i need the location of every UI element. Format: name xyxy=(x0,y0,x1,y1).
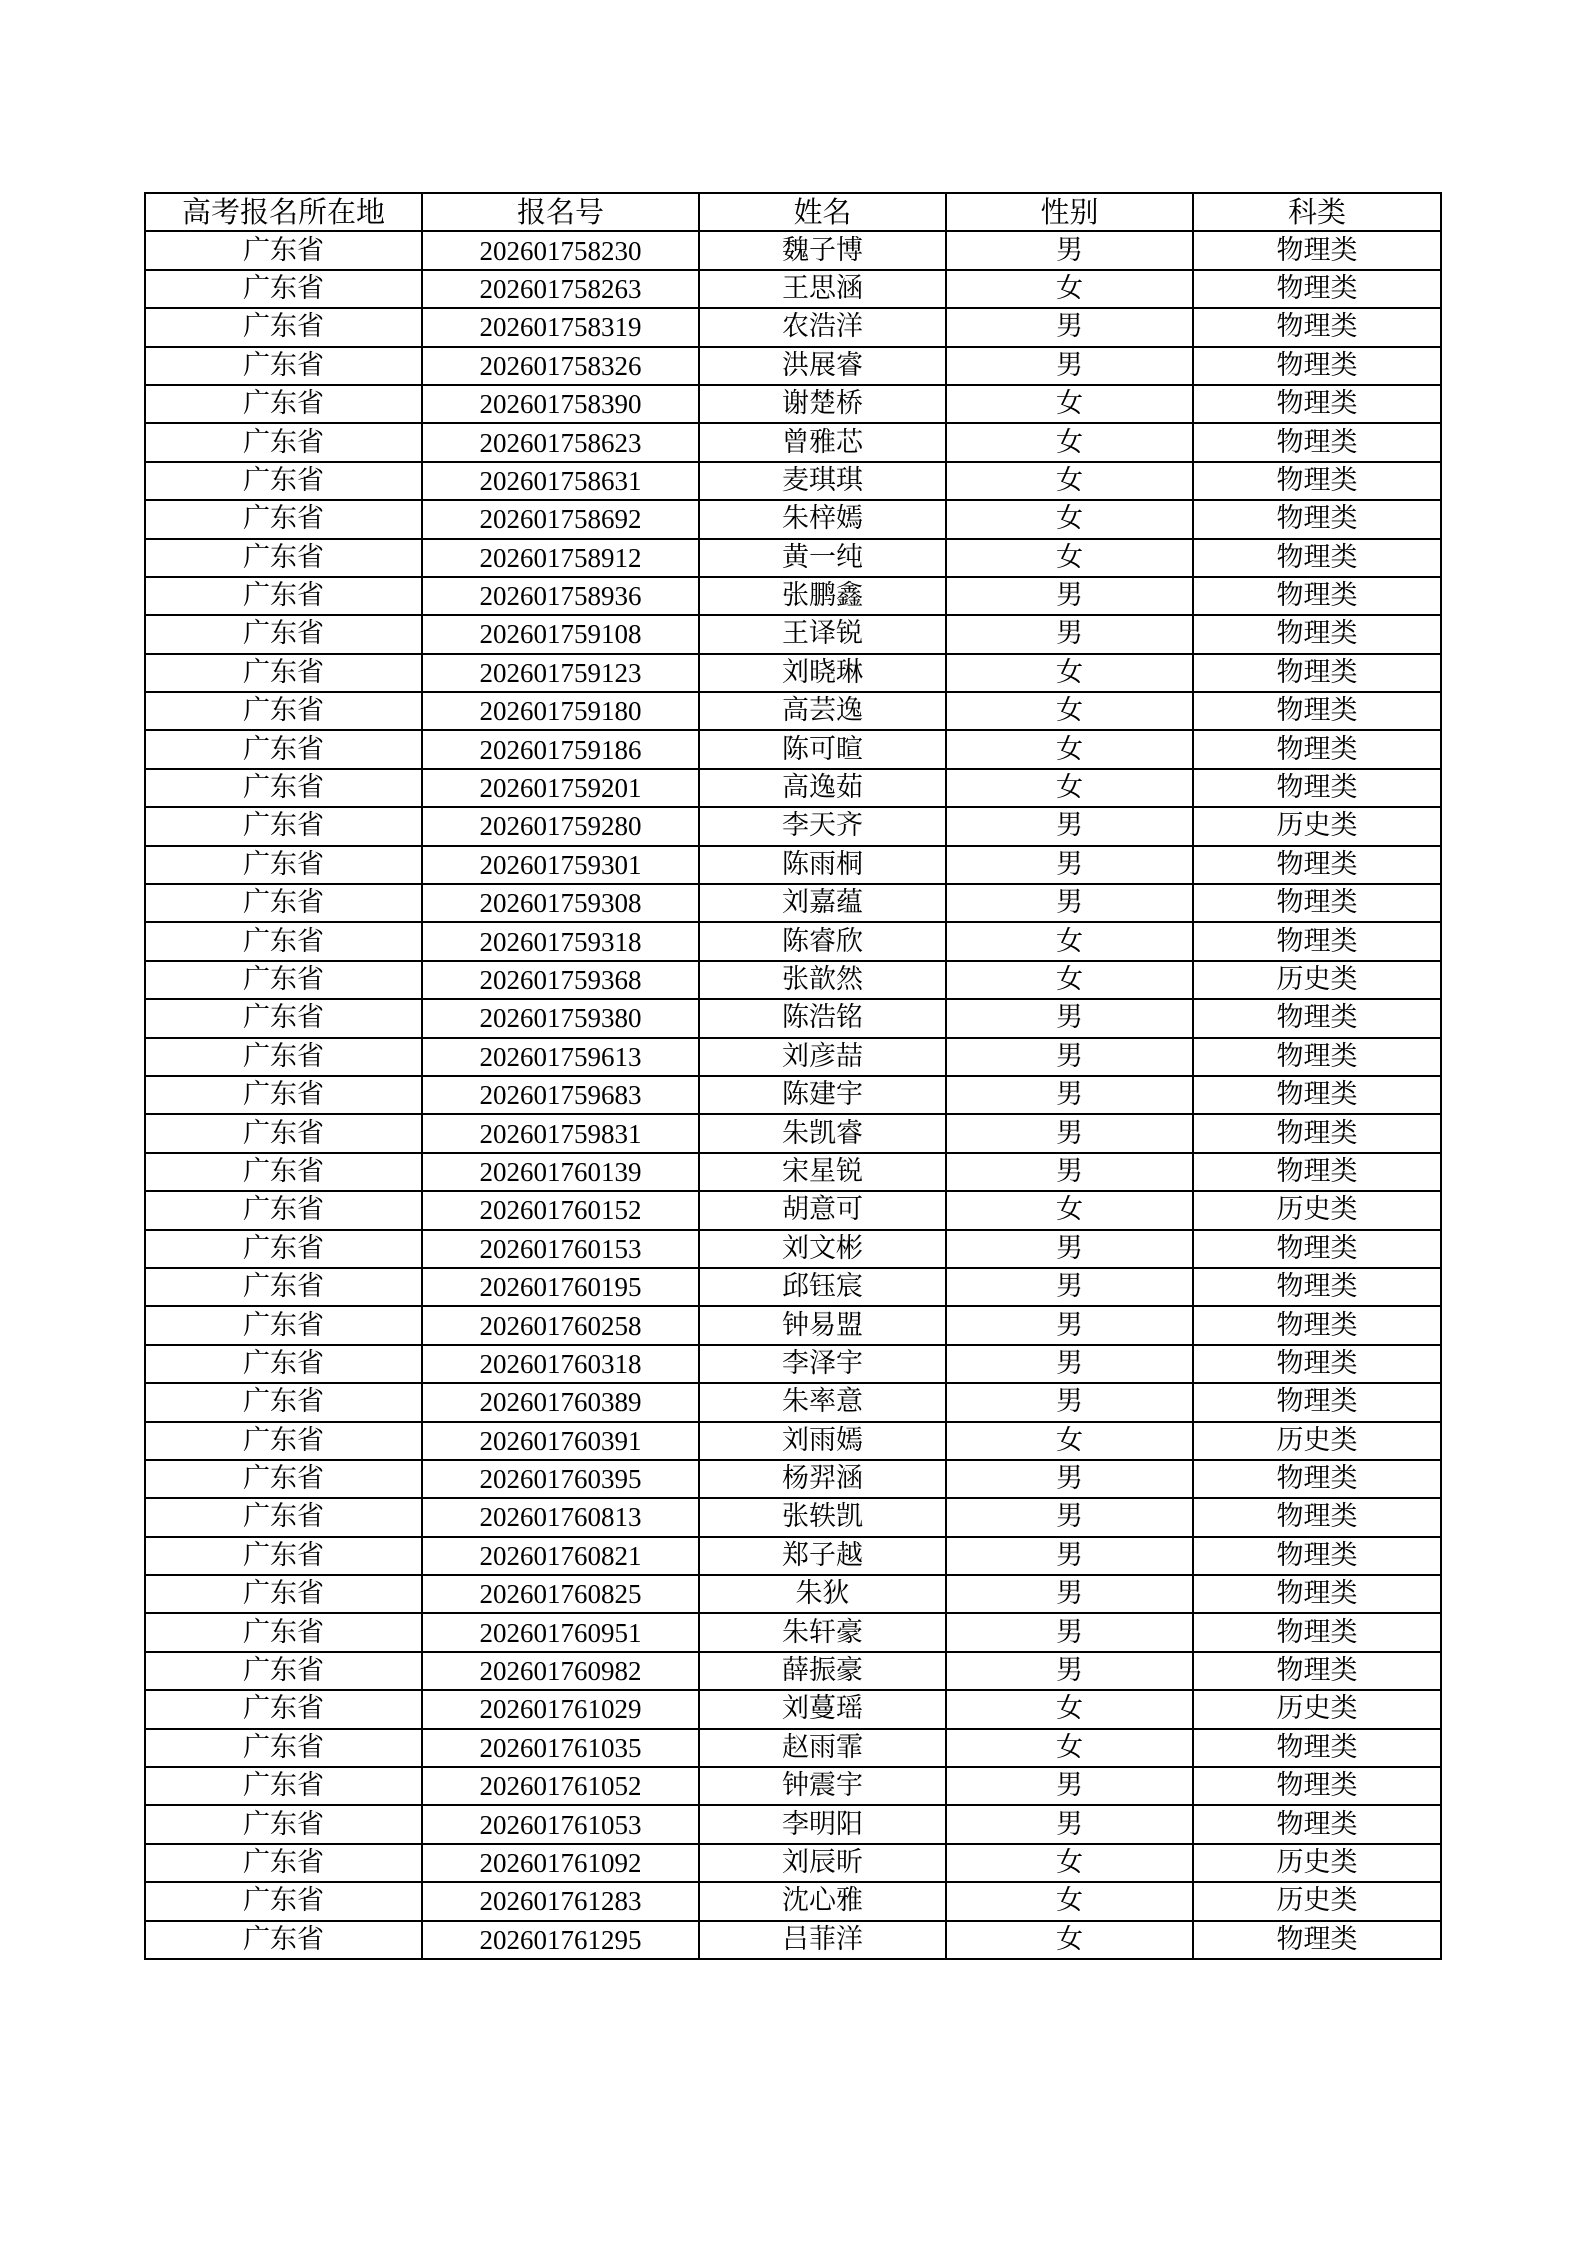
cell-subject-category: 历史类 xyxy=(1193,1191,1441,1229)
cell-location: 广东省 xyxy=(145,1383,422,1421)
cell-subject-category: 历史类 xyxy=(1193,807,1441,845)
table-row xyxy=(145,385,1441,423)
cell-location: 广东省 xyxy=(145,922,422,960)
cell-location: 广东省 xyxy=(145,1230,422,1268)
cell-registration-number: 202601761029 xyxy=(422,1690,699,1728)
cell-name: 朱率意 xyxy=(699,1383,946,1421)
table-row xyxy=(145,1882,1441,1920)
cell-name: 李泽宇 xyxy=(699,1345,946,1383)
cell-gender: 男 xyxy=(946,231,1193,269)
cell-gender: 女 xyxy=(946,385,1193,423)
cell-name: 陈浩铭 xyxy=(699,999,946,1037)
cell-subject-category: 物理类 xyxy=(1193,1460,1441,1498)
table-row xyxy=(145,1613,1441,1651)
cell-name: 洪展睿 xyxy=(699,347,946,385)
cell-registration-number: 202601759613 xyxy=(422,1038,699,1076)
cell-subject-category: 物理类 xyxy=(1193,1038,1441,1076)
cell-registration-number: 202601759683 xyxy=(422,1076,699,1114)
cell-name: 李天齐 xyxy=(699,807,946,845)
cell-subject-category: 物理类 xyxy=(1193,1230,1441,1268)
table-row xyxy=(145,884,1441,922)
cell-location: 广东省 xyxy=(145,308,422,346)
cell-registration-number: 202601759201 xyxy=(422,769,699,807)
cell-subject-category: 历史类 xyxy=(1193,961,1441,999)
cell-name: 王思涵 xyxy=(699,270,946,308)
cell-name: 高逸茹 xyxy=(699,769,946,807)
cell-location: 广东省 xyxy=(145,1306,422,1344)
cell-location: 广东省 xyxy=(145,1882,422,1920)
cell-registration-number: 202601759186 xyxy=(422,730,699,768)
cell-name: 朱轩豪 xyxy=(699,1613,946,1651)
cell-location: 广东省 xyxy=(145,846,422,884)
table-row xyxy=(145,807,1441,845)
cell-gender: 女 xyxy=(946,539,1193,577)
cell-registration-number: 202601761295 xyxy=(422,1921,699,1959)
cell-location: 广东省 xyxy=(145,769,422,807)
cell-location: 广东省 xyxy=(145,615,422,653)
cell-location: 广东省 xyxy=(145,1422,422,1460)
cell-gender: 女 xyxy=(946,1191,1193,1229)
cell-registration-number: 202601758936 xyxy=(422,577,699,615)
header-gender: 性别 xyxy=(946,193,1193,231)
cell-registration-number: 202601758692 xyxy=(422,500,699,538)
cell-name: 陈雨桐 xyxy=(699,846,946,884)
table-row xyxy=(145,1921,1441,1959)
table-row xyxy=(145,347,1441,385)
table-row xyxy=(145,1383,1441,1421)
cell-gender: 女 xyxy=(946,270,1193,308)
cell-gender: 男 xyxy=(946,1767,1193,1805)
cell-location: 广东省 xyxy=(145,1921,422,1959)
table-row xyxy=(145,1652,1441,1690)
cell-name: 邱钰宸 xyxy=(699,1268,946,1306)
table-row xyxy=(145,1767,1441,1805)
cell-subject-category: 物理类 xyxy=(1193,692,1441,730)
cell-registration-number: 202601760153 xyxy=(422,1230,699,1268)
cell-gender: 男 xyxy=(946,1805,1193,1843)
cell-registration-number: 202601761035 xyxy=(422,1729,699,1767)
cell-gender: 男 xyxy=(946,1230,1193,1268)
cell-subject-category: 物理类 xyxy=(1193,231,1441,269)
cell-gender: 男 xyxy=(946,1383,1193,1421)
cell-subject-category: 物理类 xyxy=(1193,1921,1441,1959)
cell-location: 广东省 xyxy=(145,1575,422,1613)
cell-subject-category: 历史类 xyxy=(1193,1882,1441,1920)
cell-location: 广东省 xyxy=(145,1498,422,1536)
cell-registration-number: 202601760982 xyxy=(422,1652,699,1690)
cell-registration-number: 202601759108 xyxy=(422,615,699,653)
cell-registration-number: 202601761053 xyxy=(422,1805,699,1843)
cell-subject-category: 物理类 xyxy=(1193,347,1441,385)
header-location: 高考报名所在地 xyxy=(145,193,422,231)
table-row xyxy=(145,1076,1441,1114)
table-row xyxy=(145,500,1441,538)
header-subject-category: 科类 xyxy=(1193,193,1441,231)
cell-subject-category: 物理类 xyxy=(1193,1805,1441,1843)
cell-registration-number: 202601760389 xyxy=(422,1383,699,1421)
table-row xyxy=(145,1537,1441,1575)
cell-subject-category: 物理类 xyxy=(1193,577,1441,615)
cell-subject-category: 历史类 xyxy=(1193,1690,1441,1728)
cell-registration-number: 202601758326 xyxy=(422,347,699,385)
cell-name: 谢楚桥 xyxy=(699,385,946,423)
cell-registration-number: 202601759301 xyxy=(422,846,699,884)
cell-gender: 男 xyxy=(946,577,1193,615)
table-row xyxy=(145,231,1441,269)
table-row xyxy=(145,1114,1441,1152)
cell-gender: 男 xyxy=(946,807,1193,845)
cell-gender: 男 xyxy=(946,1153,1193,1191)
cell-subject-category: 物理类 xyxy=(1193,1575,1441,1613)
cell-gender: 男 xyxy=(946,1537,1193,1575)
cell-gender: 男 xyxy=(946,1498,1193,1536)
cell-location: 广东省 xyxy=(145,539,422,577)
cell-name: 陈睿欣 xyxy=(699,922,946,960)
cell-registration-number: 202601758230 xyxy=(422,231,699,269)
cell-registration-number: 202601761052 xyxy=(422,1767,699,1805)
cell-gender: 女 xyxy=(946,1729,1193,1767)
cell-registration-number: 202601760825 xyxy=(422,1575,699,1613)
cell-gender: 男 xyxy=(946,1268,1193,1306)
cell-registration-number: 202601760951 xyxy=(422,1613,699,1651)
cell-name: 农浩洋 xyxy=(699,308,946,346)
table-row xyxy=(145,999,1441,1037)
header-name: 姓名 xyxy=(699,193,946,231)
cell-subject-category: 物理类 xyxy=(1193,654,1441,692)
cell-gender: 男 xyxy=(946,1460,1193,1498)
cell-location: 广东省 xyxy=(145,423,422,461)
cell-location: 广东省 xyxy=(145,1652,422,1690)
cell-location: 广东省 xyxy=(145,1191,422,1229)
cell-registration-number: 202601759180 xyxy=(422,692,699,730)
cell-gender: 女 xyxy=(946,961,1193,999)
cell-location: 广东省 xyxy=(145,1153,422,1191)
cell-gender: 男 xyxy=(946,884,1193,922)
cell-registration-number: 202601758631 xyxy=(422,462,699,500)
cell-registration-number: 202601760258 xyxy=(422,1306,699,1344)
cell-gender: 女 xyxy=(946,423,1193,461)
cell-name: 吕菲洋 xyxy=(699,1921,946,1959)
cell-name: 郑子越 xyxy=(699,1537,946,1575)
cell-registration-number: 202601758390 xyxy=(422,385,699,423)
cell-location: 广东省 xyxy=(145,1076,422,1114)
cell-location: 广东省 xyxy=(145,270,422,308)
cell-location: 广东省 xyxy=(145,807,422,845)
table-row xyxy=(145,1498,1441,1536)
cell-location: 广东省 xyxy=(145,462,422,500)
cell-gender: 女 xyxy=(946,769,1193,807)
table-row xyxy=(145,615,1441,653)
table-row xyxy=(145,1460,1441,1498)
cell-name: 赵雨霏 xyxy=(699,1729,946,1767)
cell-name: 李明阳 xyxy=(699,1805,946,1843)
cell-registration-number: 202601760152 xyxy=(422,1191,699,1229)
cell-gender: 女 xyxy=(946,500,1193,538)
cell-location: 广东省 xyxy=(145,654,422,692)
cell-registration-number: 202601760195 xyxy=(422,1268,699,1306)
admission-list-table xyxy=(144,192,1442,1960)
cell-name: 胡意可 xyxy=(699,1191,946,1229)
table-row xyxy=(145,462,1441,500)
table-row xyxy=(145,769,1441,807)
header-registration-number: 报名号 xyxy=(422,193,699,231)
cell-subject-category: 物理类 xyxy=(1193,1767,1441,1805)
cell-subject-category: 物理类 xyxy=(1193,615,1441,653)
cell-name: 王译锐 xyxy=(699,615,946,653)
cell-registration-number: 202601759308 xyxy=(422,884,699,922)
cell-subject-category: 物理类 xyxy=(1193,730,1441,768)
cell-name: 刘雨嫣 xyxy=(699,1422,946,1460)
cell-registration-number: 202601758319 xyxy=(422,308,699,346)
cell-registration-number: 202601758623 xyxy=(422,423,699,461)
cell-registration-number: 202601759318 xyxy=(422,922,699,960)
cell-subject-category: 物理类 xyxy=(1193,1345,1441,1383)
table-row xyxy=(145,1153,1441,1191)
table-row xyxy=(145,577,1441,615)
cell-subject-category: 物理类 xyxy=(1193,385,1441,423)
table-row xyxy=(145,1805,1441,1843)
cell-location: 广东省 xyxy=(145,500,422,538)
table-body xyxy=(145,231,1441,1959)
cell-gender: 男 xyxy=(946,846,1193,884)
cell-name: 张歆然 xyxy=(699,961,946,999)
cell-location: 广东省 xyxy=(145,692,422,730)
cell-name: 刘彦喆 xyxy=(699,1038,946,1076)
cell-subject-category: 物理类 xyxy=(1193,1613,1441,1651)
cell-registration-number: 202601760139 xyxy=(422,1153,699,1191)
cell-name: 宋星锐 xyxy=(699,1153,946,1191)
table-row xyxy=(145,1422,1441,1460)
table-row xyxy=(145,1844,1441,1882)
cell-location: 广东省 xyxy=(145,1613,422,1651)
cell-registration-number: 202601760391 xyxy=(422,1422,699,1460)
cell-subject-category: 物理类 xyxy=(1193,270,1441,308)
cell-registration-number: 202601758912 xyxy=(422,539,699,577)
cell-location: 广东省 xyxy=(145,347,422,385)
table-row xyxy=(145,654,1441,692)
cell-registration-number: 202601761092 xyxy=(422,1844,699,1882)
cell-name: 朱凯睿 xyxy=(699,1114,946,1152)
table-row xyxy=(145,1038,1441,1076)
table-row xyxy=(145,1306,1441,1344)
table-row xyxy=(145,1729,1441,1767)
cell-registration-number: 202601760813 xyxy=(422,1498,699,1536)
cell-location: 广东省 xyxy=(145,999,422,1037)
cell-name: 张轶凯 xyxy=(699,1498,946,1536)
cell-name: 曾雅芯 xyxy=(699,423,946,461)
cell-gender: 女 xyxy=(946,654,1193,692)
cell-subject-category: 物理类 xyxy=(1193,1306,1441,1344)
cell-registration-number: 202601760821 xyxy=(422,1537,699,1575)
cell-subject-category: 物理类 xyxy=(1193,1537,1441,1575)
cell-location: 广东省 xyxy=(145,1537,422,1575)
cell-subject-category: 物理类 xyxy=(1193,1383,1441,1421)
cell-gender: 女 xyxy=(946,692,1193,730)
cell-registration-number: 202601759380 xyxy=(422,999,699,1037)
cell-registration-number: 202601760395 xyxy=(422,1460,699,1498)
cell-name: 刘嘉蕴 xyxy=(699,884,946,922)
cell-registration-number: 202601759831 xyxy=(422,1114,699,1152)
cell-location: 广东省 xyxy=(145,1268,422,1306)
table-row xyxy=(145,961,1441,999)
cell-gender: 男 xyxy=(946,1076,1193,1114)
cell-subject-category: 物理类 xyxy=(1193,922,1441,960)
cell-subject-category: 物理类 xyxy=(1193,1076,1441,1114)
cell-subject-category: 物理类 xyxy=(1193,1153,1441,1191)
cell-gender: 女 xyxy=(946,730,1193,768)
cell-gender: 女 xyxy=(946,922,1193,960)
cell-gender: 女 xyxy=(946,1844,1193,1882)
cell-gender: 男 xyxy=(946,1345,1193,1383)
cell-location: 广东省 xyxy=(145,884,422,922)
cell-subject-category: 物理类 xyxy=(1193,1114,1441,1152)
cell-registration-number: 202601759123 xyxy=(422,654,699,692)
cell-subject-category: 物理类 xyxy=(1193,884,1441,922)
cell-name: 刘蔓瑶 xyxy=(699,1690,946,1728)
table-row xyxy=(145,1230,1441,1268)
table-header-row xyxy=(145,193,1441,231)
cell-name: 朱梓嫣 xyxy=(699,500,946,538)
cell-subject-category: 物理类 xyxy=(1193,1268,1441,1306)
table-row xyxy=(145,1575,1441,1613)
cell-gender: 男 xyxy=(946,1038,1193,1076)
cell-subject-category: 物理类 xyxy=(1193,1729,1441,1767)
table-row xyxy=(145,539,1441,577)
table-row xyxy=(145,1690,1441,1728)
cell-name: 魏子博 xyxy=(699,231,946,269)
cell-gender: 男 xyxy=(946,999,1193,1037)
cell-name: 刘辰昕 xyxy=(699,1844,946,1882)
cell-gender: 男 xyxy=(946,1652,1193,1690)
cell-subject-category: 物理类 xyxy=(1193,999,1441,1037)
table-row xyxy=(145,1345,1441,1383)
cell-gender: 男 xyxy=(946,1575,1193,1613)
cell-location: 广东省 xyxy=(145,1729,422,1767)
cell-name: 朱狄 xyxy=(699,1575,946,1613)
cell-name: 黄一纯 xyxy=(699,539,946,577)
cell-name: 陈可暄 xyxy=(699,730,946,768)
cell-location: 广东省 xyxy=(145,577,422,615)
cell-registration-number: 202601759280 xyxy=(422,807,699,845)
table-row xyxy=(145,846,1441,884)
cell-gender: 女 xyxy=(946,1882,1193,1920)
table-row xyxy=(145,692,1441,730)
table-row xyxy=(145,308,1441,346)
cell-registration-number: 202601759368 xyxy=(422,961,699,999)
cell-location: 广东省 xyxy=(145,1038,422,1076)
cell-gender: 女 xyxy=(946,1690,1193,1728)
table-row xyxy=(145,270,1441,308)
cell-name: 沈心雅 xyxy=(699,1882,946,1920)
cell-name: 高芸逸 xyxy=(699,692,946,730)
cell-location: 广东省 xyxy=(145,1805,422,1843)
cell-subject-category: 物理类 xyxy=(1193,1498,1441,1536)
cell-name: 薛振豪 xyxy=(699,1652,946,1690)
cell-location: 广东省 xyxy=(145,1460,422,1498)
cell-location: 广东省 xyxy=(145,961,422,999)
cell-name: 麦琪琪 xyxy=(699,462,946,500)
cell-location: 广东省 xyxy=(145,1767,422,1805)
cell-name: 钟易盟 xyxy=(699,1306,946,1344)
cell-location: 广东省 xyxy=(145,1844,422,1882)
cell-gender: 男 xyxy=(946,615,1193,653)
table-row xyxy=(145,1268,1441,1306)
cell-subject-category: 物理类 xyxy=(1193,1652,1441,1690)
cell-location: 广东省 xyxy=(145,1345,422,1383)
cell-subject-category: 物理类 xyxy=(1193,423,1441,461)
cell-location: 广东省 xyxy=(145,385,422,423)
table-row xyxy=(145,1191,1441,1229)
cell-location: 广东省 xyxy=(145,1690,422,1728)
cell-name: 钟震宇 xyxy=(699,1767,946,1805)
cell-gender: 女 xyxy=(946,1422,1193,1460)
cell-registration-number: 202601761283 xyxy=(422,1882,699,1920)
cell-gender: 男 xyxy=(946,1306,1193,1344)
table-row xyxy=(145,423,1441,461)
cell-gender: 男 xyxy=(946,1613,1193,1651)
cell-gender: 女 xyxy=(946,1921,1193,1959)
cell-subject-category: 物理类 xyxy=(1193,500,1441,538)
cell-subject-category: 历史类 xyxy=(1193,1844,1441,1882)
cell-gender: 男 xyxy=(946,1114,1193,1152)
table-row xyxy=(145,922,1441,960)
cell-registration-number: 202601758263 xyxy=(422,270,699,308)
cell-registration-number: 202601760318 xyxy=(422,1345,699,1383)
cell-name: 刘文彬 xyxy=(699,1230,946,1268)
cell-gender: 男 xyxy=(946,308,1193,346)
cell-subject-category: 物理类 xyxy=(1193,462,1441,500)
cell-gender: 男 xyxy=(946,347,1193,385)
cell-gender: 女 xyxy=(946,462,1193,500)
cell-name: 刘晓琳 xyxy=(699,654,946,692)
cell-name: 陈建宇 xyxy=(699,1076,946,1114)
cell-subject-category: 物理类 xyxy=(1193,308,1441,346)
cell-location: 广东省 xyxy=(145,1114,422,1152)
cell-subject-category: 物理类 xyxy=(1193,846,1441,884)
cell-name: 杨羿涵 xyxy=(699,1460,946,1498)
cell-subject-category: 物理类 xyxy=(1193,539,1441,577)
cell-subject-category: 物理类 xyxy=(1193,769,1441,807)
table-row xyxy=(145,730,1441,768)
cell-name: 张鹏鑫 xyxy=(699,577,946,615)
cell-subject-category: 历史类 xyxy=(1193,1422,1441,1460)
cell-location: 广东省 xyxy=(145,231,422,269)
cell-location: 广东省 xyxy=(145,730,422,768)
